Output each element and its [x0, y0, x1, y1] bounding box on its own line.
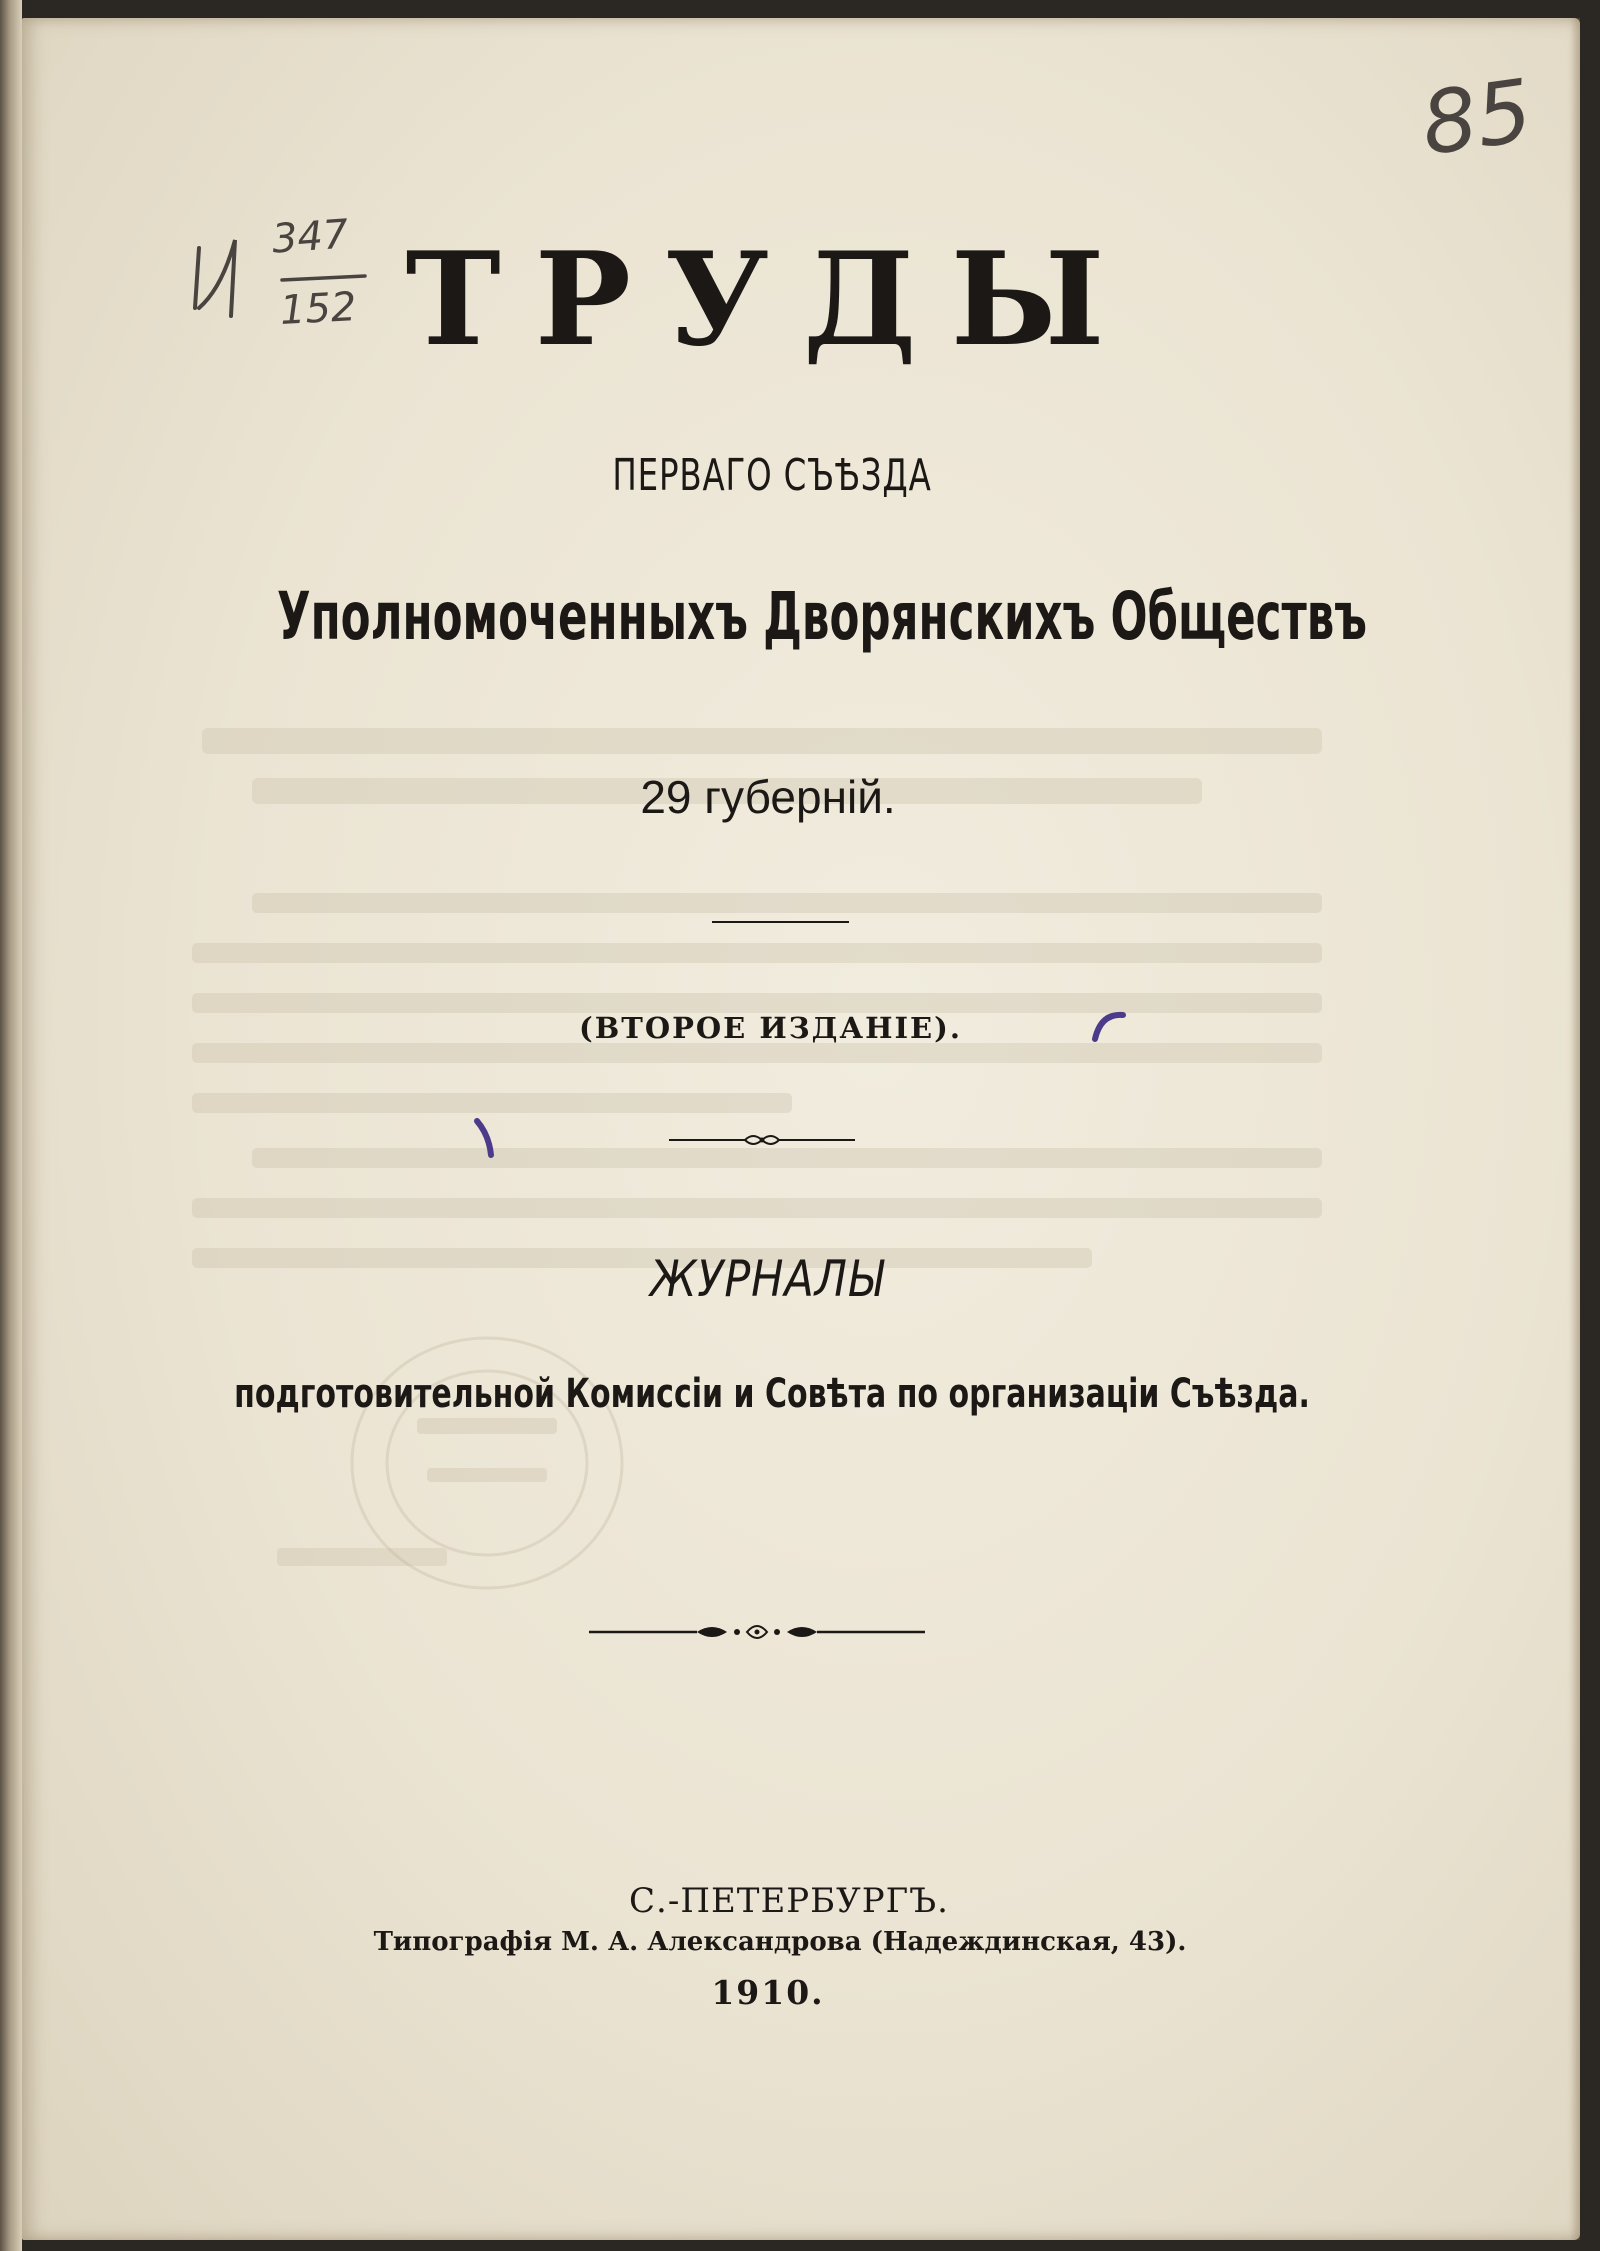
- journals-heading: ЖУРНАЛЫ: [650, 1250, 884, 1308]
- divider-rule: [712, 921, 849, 923]
- journals-subheading: подготовительной Комиссіи и Совѣта по организаціи Съѣзда.: [234, 1371, 1310, 1417]
- subtitle-noble-societies: Уполномоченныхъ Дворянскихъ Обществъ: [276, 578, 1368, 655]
- imprint-printer: Типографія М. А. Александрова (Надеждинская, 43).: [373, 1927, 1187, 1957]
- book-binding-edge: [0, 0, 22, 2251]
- violet-ink-mark-left: [467, 1113, 507, 1163]
- imprint-city: С.-ПЕТЕРБУРГЪ.: [629, 1881, 949, 1921]
- ornament-large: [587, 1620, 927, 1644]
- violet-ink-mark-right: [1087, 1003, 1132, 1048]
- corner-page-mark: 85: [1415, 60, 1538, 176]
- subtitle-first-congress: ПЕРВАГО СЪѢЗДА: [612, 450, 932, 501]
- imprint-year: 1910.: [711, 1973, 825, 2012]
- title-page: [22, 18, 1580, 2240]
- shelf-mark-denominator: 152: [278, 284, 358, 334]
- shelf-mark-numerator: 347: [270, 211, 350, 263]
- edition-label: (ВТОРОЕ ИЗДАНІЕ).: [579, 1011, 962, 1045]
- page-edge-shadow: [1570, 18, 1580, 2240]
- ornament-small: [667, 1130, 857, 1150]
- subtitle-provinces: 29 губерній.: [640, 771, 896, 823]
- book-title: ТРУДЫ: [405, 225, 1139, 375]
- bleed-through-text: [172, 718, 1372, 1618]
